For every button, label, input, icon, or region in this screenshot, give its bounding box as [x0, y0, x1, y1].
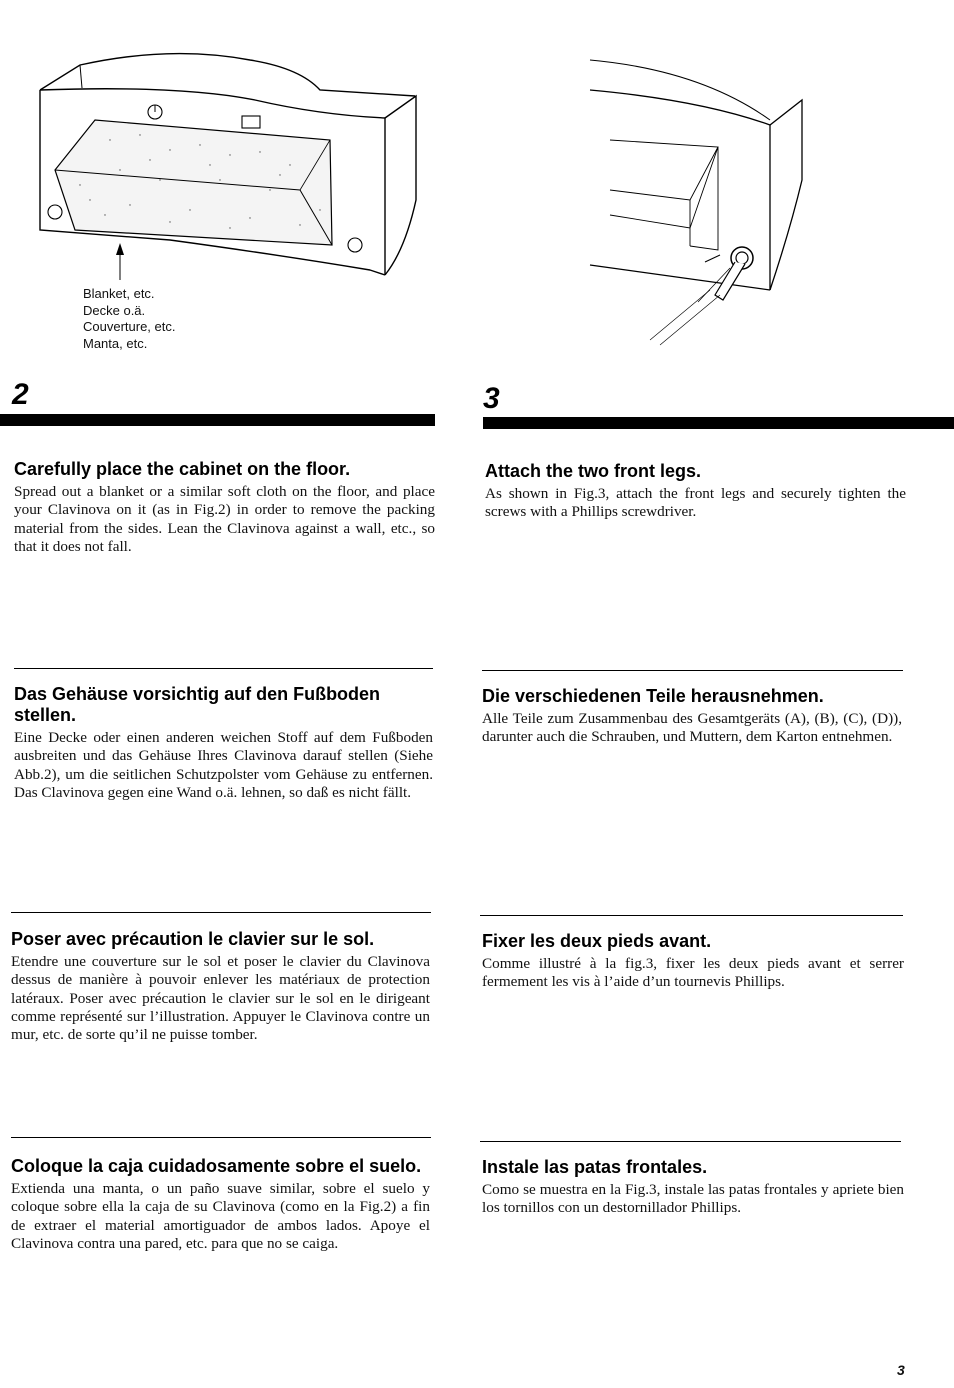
right-de-body: Alle Teile zum Zusammenbau des Gesamtgeräts (A), (B), (C), (D)), darunter auch die Schrauben, und Muttern, dem Karton entnehmen. [482, 710, 902, 746]
right-en-body: As shown in Fig.3, attach the front legs and securely tighten the screws with a Phillips screwdriver. [485, 485, 906, 521]
right-es-heading: Instale las patas frontales. [482, 1157, 708, 1177]
left-fr-body: Etendre une couverture sur le sol et poser le clavier du Clavinova dessus de manière à pouvoir enlever les matériaux de protection latéraux. Poser avec précaution le clavier sur le sol en le dirigeant comme représenté sur l’illustration. Appuyer le Clavinova contre un mur, etc. de sorte qu’il ne puisse tomber. [11, 953, 430, 1044]
left-de-heading: Das Gehäuse vorsichtig auf den Fußboden stellen. [14, 684, 381, 725]
page-number: 3 [897, 1362, 905, 1378]
right-de-heading: Die verschiedenen Teile herausnehmen. [482, 686, 824, 706]
caption-line-de: Decke o.ä. [83, 302, 146, 318]
figure-3-leg-illustration [580, 50, 820, 350]
caption-line-fr: Couverture, etc. [83, 319, 176, 334]
divider-left-es [11, 1137, 431, 1138]
right-en-heading: Attach the two front legs. [485, 461, 701, 481]
figure-2-cabinet-illustration [20, 40, 440, 280]
caption-line-en: Blanket, etc. [83, 286, 155, 301]
divider-left-fr [11, 912, 431, 913]
right-es-body: Como se muestra en la Fig.3, instale las patas frontales y apriete bien los tornillos con un destornillador Phillips. [482, 1181, 904, 1217]
left-es-section [11, 1156, 430, 1253]
divider-right-de [482, 670, 903, 671]
divider-right-es [480, 1141, 901, 1142]
left-es-heading: Coloque la caja cuidadosamente sobre el suelo. [11, 1156, 422, 1176]
left-de-section [14, 684, 433, 802]
section-bar-left [0, 414, 435, 426]
left-de-body: Eine Decke oder einen anderen weichen Stoff auf dem Fußboden ausbreiten und das Gehäuse Ihres Clavinova darauf stellen (Siehe Abb.2), um die seitlichen Schutzpolster vom Gehäuse zu entfernen. Das Clavinova gegen eine Wand o.ä. lehnen, so daß es nicht fällt. [14, 729, 433, 801]
right-en-section [485, 461, 906, 522]
right-de-section [482, 686, 902, 747]
step-number-3: 3 [483, 382, 500, 415]
left-fr-section [11, 929, 430, 1044]
left-en-section [14, 459, 435, 556]
section-bar-right [483, 417, 954, 429]
left-es-body: Extienda una manta, o un paño suave similar, sobre el suelo y coloque sobre ella la caja de su Clavinova (como en la Fig.2) a fin de extraer el material amortiguador de ambos lados. Apoye el Clavinova contra una pared, etc. para que no se caiga. [11, 1180, 430, 1252]
step-number-2: 2 [12, 378, 29, 411]
right-fr-section [482, 931, 904, 992]
divider-left-de [14, 668, 433, 669]
figure-2-caption [83, 286, 176, 352]
left-en-heading: Carefully place the cabinet on the floor. [14, 459, 351, 479]
right-fr-body: Comme illustré à la fig.3, fixer les deux pieds avant et serrer fermement les vis à l’aide d’un tournevis Phillips. [482, 955, 904, 991]
right-fr-heading: Fixer les deux pieds avant. [482, 931, 712, 951]
right-es-section [482, 1157, 904, 1218]
divider-right-fr [480, 915, 903, 916]
left-en-body: Spread out a blanket or a similar soft cloth on the floor, and place your Clavinova on it (as in Fig.2) in order to remove the packing material from the sides. Lean the Clavinova against a wall, etc., so that it does not fall. [14, 483, 435, 555]
left-fr-heading: Poser avec précaution le clavier sur le sol. [11, 929, 375, 949]
caption-line-es: Manta, etc. [83, 335, 148, 351]
